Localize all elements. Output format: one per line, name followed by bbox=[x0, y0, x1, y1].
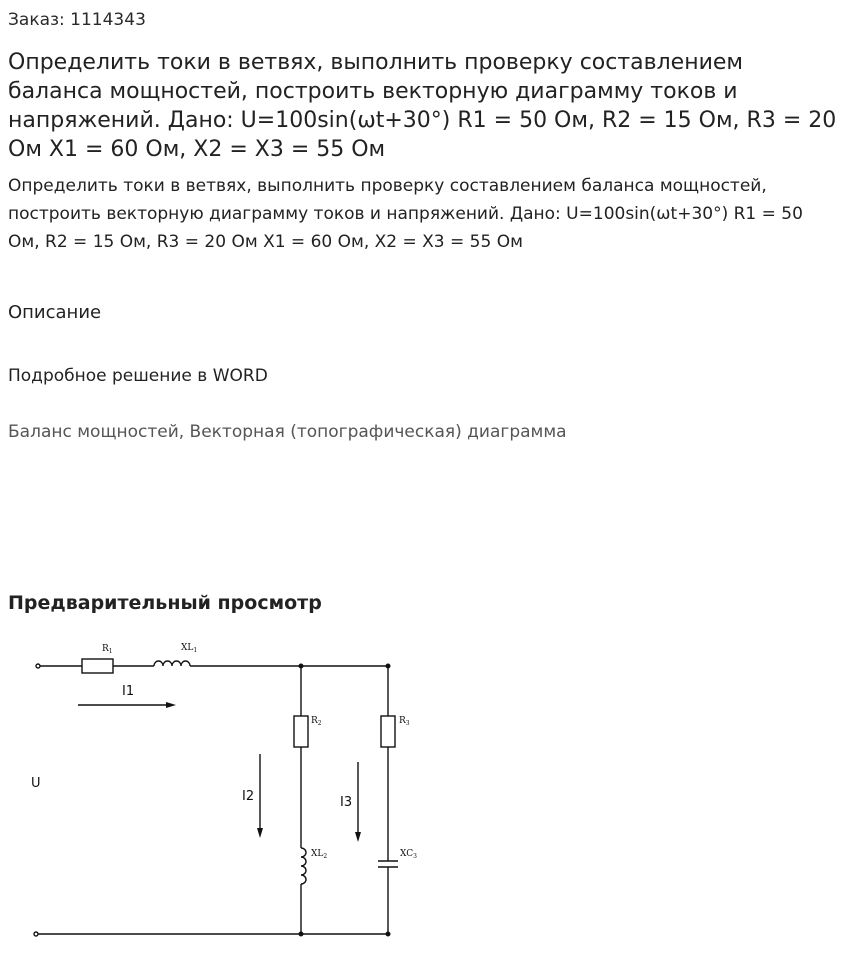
task-text: Определить токи в ветвях, выполнить проверку составлением баланса мощностей, построить векторную диаграмму токов и напряжений. Дано: U=100sin(ωt+30°) R1 = 50 Ом, R2 = 15 Ом, R3 = 20 Ом X1 = 60 Ом, X2 = X3 = 55 Ом bbox=[8, 176, 803, 252]
terminal-bottom bbox=[34, 932, 38, 936]
label-xl1: $XL_1$ bbox=[181, 643, 198, 654]
resistor-r1 bbox=[82, 659, 113, 673]
label-i1: I1 bbox=[122, 684, 135, 699]
page-title: Определить токи в ветвях, выполнить проверку составлением баланса мощностей, построить векторную диаграмму токов и напряжений. Дано: U=100sin(ωt+30°) R1 = 50 Ом, R2 = 15 Ом, R3 = 20 Ом X1 = 60 Ом, X2 = X3 = 55 Ом bbox=[8, 50, 837, 162]
tags-line: Баланс мощностей, Векторная (топографическая) диаграмма bbox=[8, 422, 567, 442]
inductor-xl2 bbox=[301, 848, 306, 884]
label-r2: $R_2$ bbox=[311, 716, 322, 727]
label-i2: I2 bbox=[242, 789, 255, 804]
circuit-diagram bbox=[20, 630, 440, 950]
label-xl2: $XL_2$ bbox=[311, 849, 328, 860]
inductor-xl1 bbox=[154, 661, 190, 666]
label-u: U bbox=[31, 776, 41, 791]
order-number: Заказ: 1114343 bbox=[8, 10, 146, 30]
label-i3: I3 bbox=[340, 795, 353, 810]
resistor-r2 bbox=[294, 716, 308, 747]
terminal-top bbox=[36, 664, 40, 668]
resistor-r3 bbox=[381, 716, 395, 747]
label-r3: $R_3$ bbox=[399, 716, 410, 727]
label-xc3: $XC_3$ bbox=[400, 849, 417, 860]
description-text: Подробное решение в WORD bbox=[8, 366, 268, 386]
preview-heading: Предварительный просмотр bbox=[8, 592, 322, 614]
label-r1: $R_1$ bbox=[102, 644, 113, 655]
description-heading: Описание bbox=[8, 302, 102, 323]
